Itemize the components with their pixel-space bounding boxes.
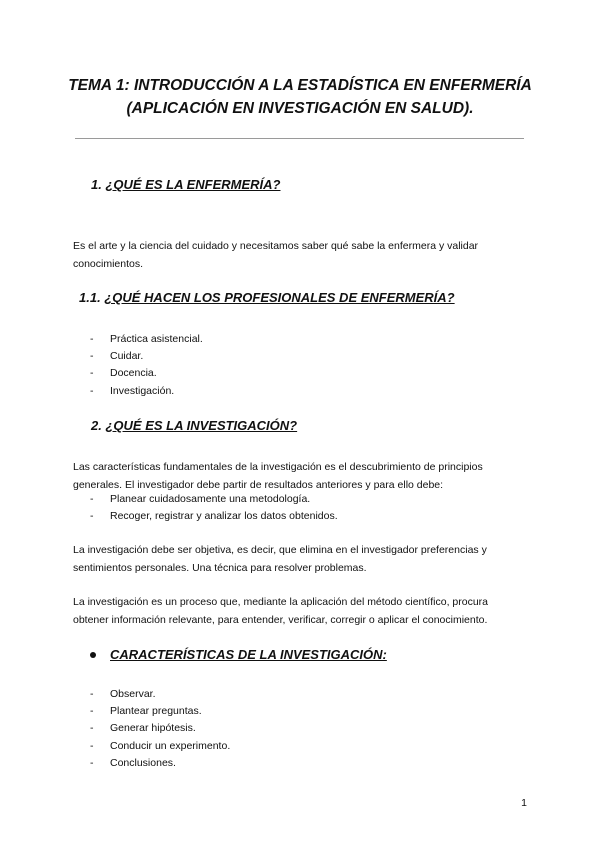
section-2-paragraph-3 (73, 593, 533, 629)
section-1-number: 1. (91, 177, 102, 192)
list-item: - Generar hipótesis. (90, 722, 196, 735)
list-item: - Recoger, registrar y analizar los datos obtenidos. (90, 510, 338, 523)
list-item: - Investigación. (90, 384, 175, 397)
section-2-paragraph-2-line-1: La investigación debe ser objetiva, es decir, que elimina en el investigador preferencias y (73, 544, 487, 556)
section-1-1-heading (79, 289, 455, 307)
research-steps-list (90, 491, 338, 525)
list-item: - Planear cuidadosamente una metodología. (90, 493, 311, 505)
section-1-paragraph (73, 237, 533, 273)
document-title-line-2: (APLICACIÓN EN INVESTIGACIÓN EN SALUD). (126, 100, 474, 117)
section-2-heading (91, 417, 297, 435)
list-item: - Cuidar. (90, 350, 144, 363)
title-divider (75, 138, 524, 139)
section-2-title: ¿QUÉ ES LA INVESTIGACIÓN? (105, 418, 298, 433)
characteristics-title: CARACTERÍSTICAS DE LA INVESTIGACIÓN: (110, 647, 387, 662)
list-item: - Docencia. (90, 367, 157, 380)
nursing-tasks-list (90, 331, 203, 400)
page-number: 1 (521, 797, 527, 809)
characteristics-list (90, 686, 230, 772)
section-1-paragraph-line-1: Es el arte y la ciencia del cuidado y necesitamos saber qué sabe la enfermera y validar (73, 240, 479, 252)
section-2-paragraph-1 (73, 458, 533, 494)
section-1-paragraph-line-2: conocimientos. (73, 258, 144, 270)
list-item: - Conducir un experimento. (90, 739, 231, 752)
section-2-paragraph-3-line-2: obtener información relevante, para entender, verificar, corregir o aplicar el conocimiento. (73, 614, 488, 626)
section-2-paragraph-1-line-1: Las características fundamentales de la investigación es el descubrimiento de principios (73, 461, 483, 473)
section-2-paragraph-1-line-2: generales. El investigador debe partir de resultados anteriores y para ello debe: (73, 479, 444, 491)
section-1-1-title: ¿QUÉ HACEN LOS PROFESIONALES DE ENFERMERÍA? (104, 290, 455, 305)
section-2-paragraph-2-line-2: sentimientos personales. Una técnica para resolver problemas. (73, 562, 367, 574)
section-2-paragraph-2 (73, 541, 533, 577)
section-1-1-number: 1.1. (79, 290, 101, 305)
bullet-icon (90, 652, 96, 658)
section-1-heading (91, 176, 281, 194)
list-item: - Plantear preguntas. (90, 705, 202, 718)
list-item: - Conclusiones. (90, 756, 176, 769)
list-item: - Práctica asistencial. (90, 333, 203, 345)
list-item: - Observar. (90, 688, 156, 700)
characteristics-heading (90, 646, 387, 664)
section-1-title: ¿QUÉ ES LA ENFERMERÍA? (105, 177, 281, 192)
document-title-line-1: TEMA 1: INTRODUCCIÓN A LA ESTADÍSTICA EN ENFERMERÍA (68, 77, 532, 94)
section-2-paragraph-3-line-1: La investigación es un proceso que, mediante la aplicación del método científico, procura (73, 596, 489, 608)
section-2-number: 2. (91, 418, 102, 433)
